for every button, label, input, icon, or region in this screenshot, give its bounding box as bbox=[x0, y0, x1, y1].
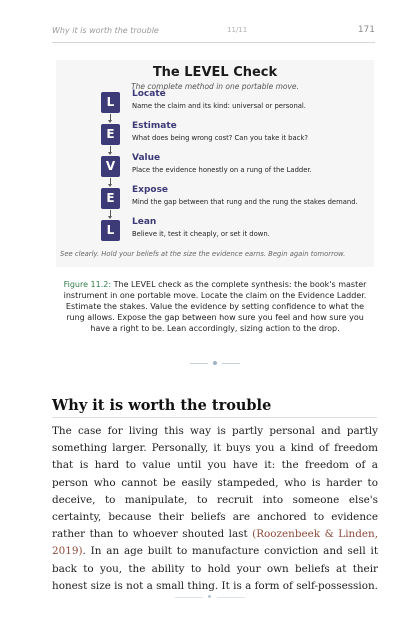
caption-label: Figure 11.2: bbox=[63, 280, 112, 289]
step-value bbox=[101, 153, 371, 180]
step-description: Mind the gap between that rung and the rung the stakes demand. bbox=[132, 198, 358, 206]
step-locate bbox=[101, 89, 371, 116]
step-name: Estimate bbox=[132, 121, 177, 131]
section-ornament bbox=[190, 361, 240, 365]
figure-caption bbox=[62, 279, 368, 334]
step-badge-l: L bbox=[101, 220, 120, 241]
step-name: Expose bbox=[132, 185, 169, 195]
down-arrow-icon bbox=[110, 178, 111, 185]
paragraph-text: The case for living this way is partly personal and partly something larger. Personally, it buys you a kind of freedom that is hard to value until you have it: the freedom of a person who cannot be easily stampeded, who is harder to deceive, to manipulate, to recruit into someone else's certainty, because their beliefs are anchored to evidence rather than to whoever shouted last bbox=[52, 425, 378, 541]
step-badge-e: E bbox=[101, 124, 120, 145]
step-description: Place the evidence honestly on a rung of the Ladder. bbox=[132, 166, 312, 174]
figure-subtitle: The complete method in one portable move. bbox=[131, 82, 299, 91]
down-arrow-icon bbox=[110, 114, 111, 121]
section-heading: Why it is worth the trouble bbox=[52, 397, 272, 414]
step-estimate bbox=[101, 121, 371, 148]
step-description: What does being wrong cost? Can you take it back? bbox=[132, 134, 308, 142]
step-badge-e: E bbox=[101, 188, 120, 209]
page-number: 171 bbox=[357, 25, 375, 35]
step-description: Name the claim and its kind: universal or personal. bbox=[132, 102, 306, 110]
down-arrow-icon bbox=[110, 146, 111, 153]
step-lean bbox=[101, 217, 371, 244]
chapter-progress: 11/11 bbox=[227, 26, 248, 34]
step-description: Believe it, test it cheaply, or set it down. bbox=[132, 230, 270, 238]
level-check-figure bbox=[56, 60, 374, 267]
citation-link[interactable]: (Roozenbeek & Linden, 2019) bbox=[52, 528, 378, 558]
ornament-dot-icon bbox=[213, 361, 217, 365]
heading-rule bbox=[52, 417, 377, 418]
step-expose bbox=[101, 185, 371, 212]
paragraph-text: . In an age built to manufacture conviction and sell it back to you, the ability to hold your own beliefs at their honest size is not a small thing. It is a form of self-possession. bbox=[52, 545, 378, 592]
down-arrow-icon bbox=[110, 210, 111, 217]
step-badge-l: L bbox=[101, 92, 120, 113]
ornament-dot-icon bbox=[208, 595, 211, 598]
figure-title: The LEVEL Check bbox=[152, 65, 278, 80]
caption-text: The LEVEL check as the complete synthesis: the book's master instrument in one portable move. Locate the claim on the Evidence Ladder. Estimate the stakes. Value the evidence by setting confidence to what the rung allows. Expose the gap between how sure you feel and how sure you have a right to be. Lean accordingly, sizing action to the drop. bbox=[63, 280, 367, 333]
step-name: Locate bbox=[132, 89, 166, 99]
body-paragraph bbox=[52, 423, 378, 595]
running-header bbox=[52, 26, 375, 38]
running-title: Why it is worth the trouble bbox=[52, 26, 159, 35]
figure-footer: See clearly. Hold your beliefs at the size the evidence earns. Begin again tomorrow. bbox=[60, 250, 346, 258]
step-badge-v: V bbox=[101, 156, 120, 177]
header-rule bbox=[52, 42, 375, 43]
step-name: Lean bbox=[132, 217, 157, 227]
page-end-ornament bbox=[175, 595, 245, 599]
step-name: Value bbox=[132, 153, 161, 163]
